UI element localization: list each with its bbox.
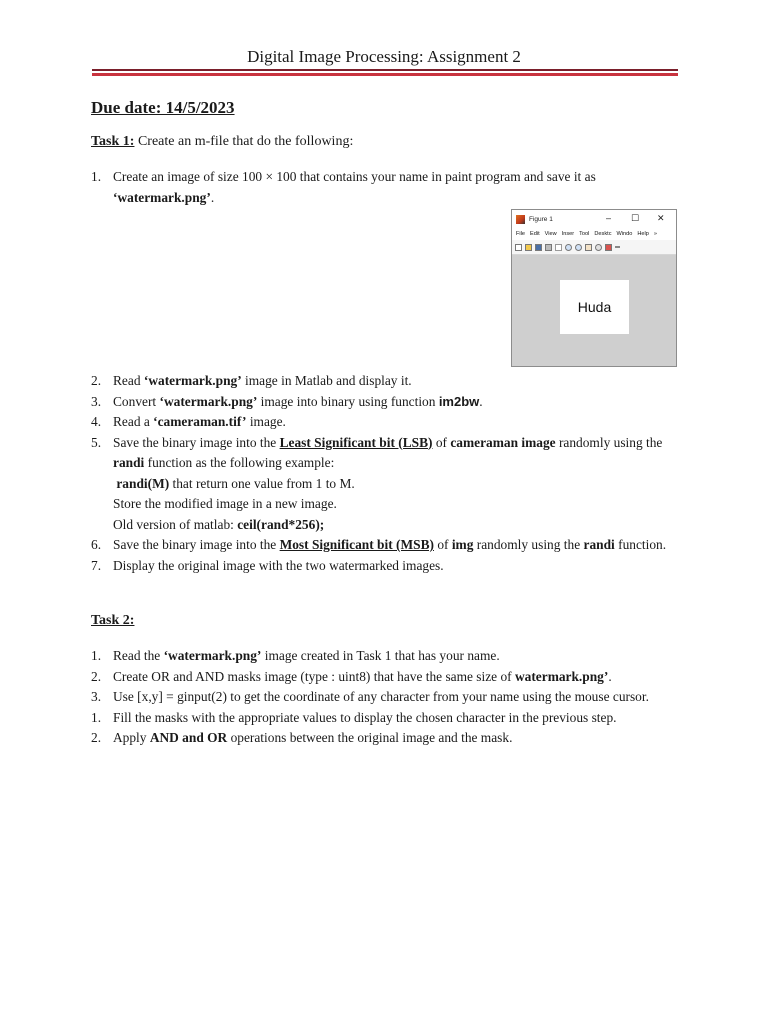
rotate-icon[interactable]: [595, 244, 602, 251]
list-number: 3.: [91, 689, 102, 704]
item-text: Old version of matlab:: [113, 516, 238, 532]
list-number: 5.: [91, 434, 102, 450]
task2-item-4: [91, 708, 679, 729]
list-number: 2.: [91, 373, 102, 388]
task1-item-4: [91, 412, 679, 433]
menu-insert[interactable]: Inser: [561, 231, 575, 237]
item-text: operations between the original image and the mask.: [227, 730, 513, 745]
menu-window[interactable]: Windo: [616, 231, 633, 237]
task1-heading: [91, 134, 353, 150]
item-bold-underline: Least Significant bit (LSB): [279, 434, 433, 450]
task1-item-3: [91, 392, 679, 413]
item-bold: ‘watermark.png’: [163, 648, 262, 663]
item-bold: AND and OR: [149, 730, 228, 745]
figure-canvas: [512, 255, 676, 366]
item-text: Fill the masks with the appropriate values to display the chosen character in the previous step.: [113, 709, 617, 725]
new-icon[interactable]: [515, 244, 522, 251]
item-text: randomly: [555, 434, 611, 450]
item-text: Apply: [113, 730, 150, 745]
item-text: .: [210, 189, 215, 205]
list-number: 3.: [91, 393, 102, 409]
open-icon[interactable]: [525, 244, 532, 251]
item-text: Convert: [113, 393, 160, 409]
pan-icon[interactable]: [585, 244, 592, 251]
print-icon[interactable]: [545, 244, 552, 251]
task2-items: [91, 646, 679, 749]
function-name: im2bw: [438, 393, 480, 409]
matlab-logo-icon: [516, 215, 525, 224]
item-text: Read the: [113, 648, 164, 663]
item-bold: ceil(rand*256);: [237, 516, 325, 532]
item-text: image into binary using function: [257, 393, 439, 409]
data-cursor-icon[interactable]: [605, 244, 612, 251]
item-text: image.: [246, 414, 286, 429]
task1-items-2-7: [91, 371, 679, 576]
item-text: image created in Task 1 that has your name.: [261, 648, 500, 663]
item-bold: randi(M): [116, 475, 170, 491]
figure-titlebar: [512, 210, 676, 228]
pointer-icon[interactable]: [555, 244, 562, 251]
more-icon[interactable]: [615, 246, 620, 248]
item-bold: ‘watermark.png’: [159, 393, 258, 409]
task2-heading: [91, 613, 134, 629]
task2-item-3: [91, 687, 679, 708]
item-bold: watermark.png’: [514, 668, 609, 684]
item-bold: ‘watermark.png’: [143, 373, 242, 388]
list-number: 7.: [91, 557, 102, 573]
task1-item-7: [91, 556, 679, 577]
item-text: Save the binary image into the: [113, 434, 280, 450]
maximize-icon[interactable]: ☐: [631, 213, 640, 223]
task1-label: Task 1:: [91, 134, 135, 149]
menu-file[interactable]: File: [516, 231, 526, 237]
menu-edit[interactable]: Edit: [530, 231, 540, 237]
item-text: randomly using the: [473, 537, 584, 552]
close-icon[interactable]: ✕: [657, 213, 665, 223]
item-text: .: [479, 393, 483, 409]
menu-overflow[interactable]: »: [653, 231, 657, 237]
list-number: 2.: [91, 668, 102, 684]
minimize-icon[interactable]: –: [606, 213, 612, 223]
menu-tools[interactable]: Tool: [579, 231, 590, 237]
task2-item-1: [91, 646, 679, 667]
item-text: Create OR and AND masks image (type : uint8) that have the same size of: [113, 668, 515, 684]
item-text: Display the original image with the two watermarked images.: [113, 557, 444, 573]
item-text: function as the following example:: [144, 455, 335, 470]
item-bold: ‘watermark.png’: [113, 189, 211, 205]
item-bold-underline: Most Significant bit (MSB): [279, 537, 434, 552]
item-text: Save the binary image into the: [113, 537, 280, 552]
item-text: Use [x,y] = ginput(2) to get the coordinate of any character from your name using the mouse cursor.: [113, 689, 649, 704]
item-text: Create an image of size 100 × 100 that contains your name in paint program and save it as: [113, 169, 596, 184]
task1-item-6: [91, 535, 679, 556]
list-number: 4.: [91, 414, 102, 429]
item-text: of: [432, 434, 451, 450]
task1-item-1: [91, 167, 679, 208]
task2-item-5: [91, 728, 679, 749]
item-text: Read a: [113, 414, 154, 429]
zoom-in-icon[interactable]: [565, 244, 572, 251]
item-bold: randi: [583, 537, 615, 552]
item-bold: cameraman image: [450, 434, 556, 450]
matlab-figure-window: [511, 209, 677, 367]
figure-title: Figure 1: [529, 215, 553, 223]
item-text: function.: [618, 537, 667, 552]
item-text: Read: [113, 373, 144, 388]
task1-item-2: [91, 371, 679, 392]
page-title: Digital Image Processing: Assignment 2: [247, 47, 521, 66]
watermark-image: [560, 280, 629, 334]
due-date: Due date: 14/5/2023: [91, 98, 235, 117]
list-number: 6.: [91, 537, 102, 552]
item-text: using the: [613, 434, 663, 450]
list-number: 1.: [91, 709, 102, 725]
item-text: that return one value from 1 to M.: [169, 475, 355, 491]
list-number: 1.: [91, 648, 102, 663]
menu-view[interactable]: View: [544, 231, 557, 237]
item-bold: img: [451, 537, 474, 552]
header-rule-dark: [92, 69, 678, 71]
zoom-out-icon[interactable]: [575, 244, 582, 251]
item-bold: randi: [113, 455, 145, 470]
figure-toolbar: [512, 240, 676, 255]
item-text: of: [433, 537, 452, 552]
watermark-text: Huda: [577, 299, 612, 315]
list-number: 1.: [91, 169, 102, 184]
menu-help[interactable]: Help: [637, 231, 649, 237]
header-rule-red: [92, 73, 678, 76]
task1-item-5: [91, 433, 679, 536]
item-text: .: [608, 668, 612, 684]
item-text: image in Matlab and display it.: [241, 373, 412, 388]
task2-label: Task 2:: [91, 613, 135, 628]
list-number: 2.: [91, 730, 102, 745]
save-icon[interactable]: [535, 244, 542, 251]
task2-item-2: [91, 667, 679, 688]
item-text: Store the modified image in a new image.: [113, 496, 337, 511]
item-bold: ‘cameraman.tif’: [153, 414, 247, 429]
menu-desktop[interactable]: Desktc: [594, 231, 612, 237]
figure-menubar: [512, 228, 676, 240]
task1-intro: Create an m-file that do the following:: [134, 134, 354, 149]
